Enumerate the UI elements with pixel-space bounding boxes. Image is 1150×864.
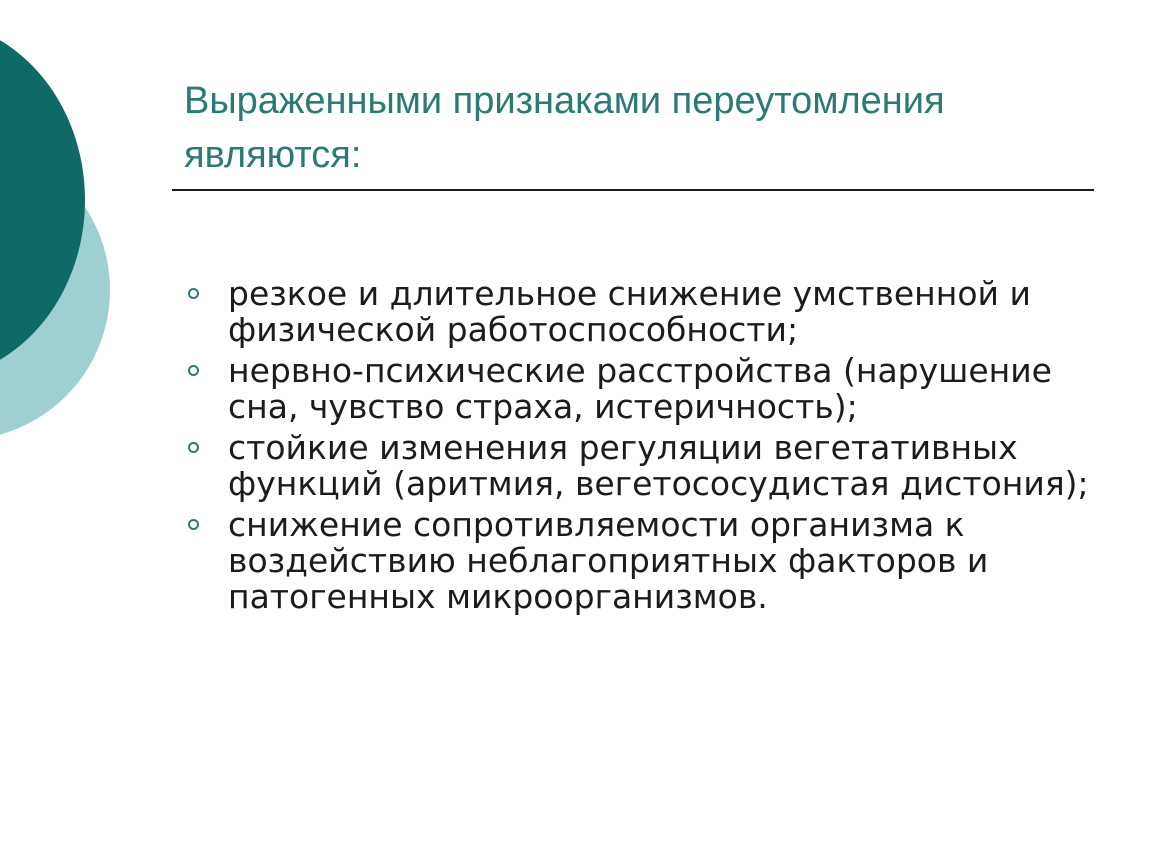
bullet-text: стойкие изменения регуляции вегетативных функций (аритмия, вегетососудистая дистония); bbox=[228, 428, 1089, 503]
bullet-circle-icon bbox=[188, 442, 199, 453]
bullet-text: снижение сопротивляемости организма к воздействию неблагоприятных факторов и патогенных микроорганизмов. bbox=[228, 505, 989, 616]
bullet-item bbox=[184, 276, 1114, 348]
bullet-item bbox=[184, 430, 1114, 502]
bullet-item bbox=[184, 507, 1114, 615]
bullet-text: нервно-психические расстройства (нарушение сна, чувство страха, истеричность); bbox=[228, 351, 1052, 426]
title-divider bbox=[172, 189, 1094, 191]
bullet-text: резкое и длительное снижение умственной и физической работоспособности; bbox=[228, 274, 1031, 349]
bullet-circle-icon bbox=[188, 519, 199, 530]
bullet-circle-icon bbox=[188, 288, 199, 299]
bullet-circle-icon bbox=[188, 365, 199, 376]
bullet-item bbox=[184, 353, 1114, 425]
slide-title: Выраженными признаками переутомления являются: bbox=[184, 80, 945, 176]
bullet-list bbox=[184, 276, 1114, 620]
